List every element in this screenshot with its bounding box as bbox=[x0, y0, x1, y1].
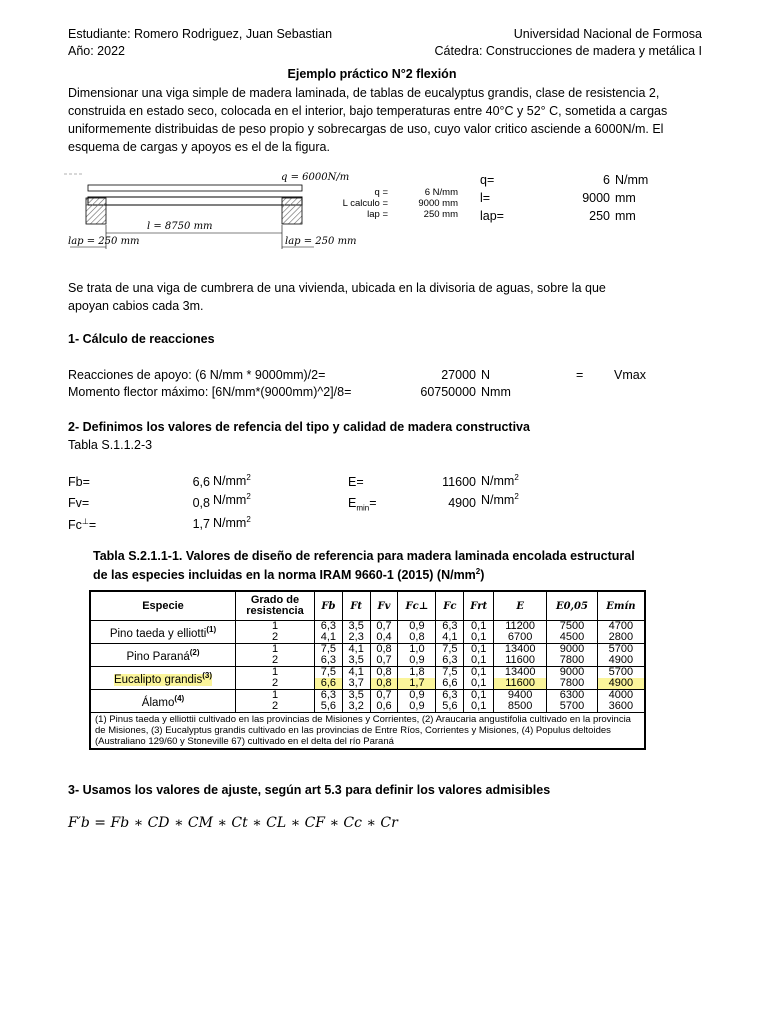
table-footnote-row bbox=[90, 713, 645, 750]
table-cell: 3,2 bbox=[342, 701, 370, 713]
table-cell: 6,6 bbox=[315, 678, 343, 690]
table-cell: 0,8 bbox=[370, 667, 398, 679]
legend-lap-value: 250 mm bbox=[423, 209, 458, 220]
table-cell: 0,4 bbox=[370, 632, 398, 644]
species-name: Pino Paraná$^{(2)}$ bbox=[126, 648, 200, 663]
given-q-key: q= bbox=[480, 173, 495, 187]
table-cell: 11600 bbox=[494, 678, 547, 690]
table-cell: 6,3 bbox=[436, 690, 464, 702]
table-cell: 7,5 bbox=[315, 644, 343, 656]
given-lap-unit: mm bbox=[615, 209, 636, 223]
section-1-heading: 1- Cálculo de reacciones bbox=[68, 332, 215, 346]
table-cell: 5,6 bbox=[315, 701, 343, 713]
table-cell: 6,3 bbox=[436, 655, 464, 667]
table-cell: 6,3 bbox=[315, 621, 343, 633]
table-cell: 4,1 bbox=[315, 632, 343, 644]
given-lap-value: 250 bbox=[589, 209, 610, 223]
table-reference: Tabla S.1.1.2-3 bbox=[68, 438, 153, 452]
given-l-unit: mm bbox=[615, 191, 636, 205]
legend-q-value: 6 N/mm bbox=[424, 187, 458, 198]
fc-perp-key: Fc⊥= bbox=[68, 517, 97, 532]
table-cell: 0,1 bbox=[464, 690, 494, 702]
table-cell: 11600 bbox=[494, 655, 547, 667]
table-cell: 6,3 bbox=[315, 655, 343, 667]
species-note: (4) bbox=[174, 694, 185, 703]
species-note: (1) bbox=[206, 625, 217, 634]
fv-value: 0,8 bbox=[192, 496, 210, 510]
table-cell: 5,6 bbox=[436, 701, 464, 713]
moment-label: Momento flector máximo: [6N/mm*(9000mm)^2]/8= bbox=[68, 385, 352, 399]
table-cell: 9000 bbox=[547, 644, 598, 656]
emin-value: 4900 bbox=[448, 496, 476, 510]
reference-table-title: Tabla S.2.1.1-1. Valores de diseño de referencia para madera laminada encolada estructural de las especies incluidas en la norma IRAM 9660-1 (2015) $(N/mm^2)$ bbox=[93, 549, 635, 582]
header-species: Especie bbox=[90, 591, 236, 621]
table-cell: 2,3 bbox=[342, 632, 370, 644]
table-cell: 4500 bbox=[547, 632, 598, 644]
problem-statement: Dimensionar una viga simple de madera laminada, de tablas de eucalyptus grandis, clase de resistencia 2, construida en estado seco, colocada en el interior, bajo temperaturas entre 40°C y 52° C, sometida a cargas uniformemente distribuidas de peso propio y sobrecargas de uso, cuyo valor critico asciende a 6000N/m. El esquema de cargas y apoyos es el de la figura. bbox=[68, 86, 668, 154]
table-cell: 6,6 bbox=[436, 678, 464, 690]
table-cell: 11200 bbox=[494, 621, 547, 633]
reactions-label: Reacciones de apoyo: (6 N/mm * 9000mm)/2= bbox=[68, 368, 326, 382]
fv-unit: $N/mm^2$ bbox=[213, 492, 251, 507]
species-name: Álamo$^{(4)}$ bbox=[141, 694, 185, 709]
header-frt: Frt bbox=[464, 591, 494, 621]
table-cell: 7500 bbox=[547, 621, 598, 633]
table-cell: 5700 bbox=[597, 644, 645, 656]
header-fb: Fb bbox=[315, 591, 343, 621]
table-cell: 0,1 bbox=[464, 655, 494, 667]
table-cell: 4,1 bbox=[342, 667, 370, 679]
table-cell: 0,8 bbox=[370, 644, 398, 656]
table-cell: 0,1 bbox=[464, 667, 494, 679]
table-cell: 1 bbox=[236, 667, 315, 679]
species-cell bbox=[90, 644, 236, 667]
table-cell: 0,1 bbox=[464, 621, 494, 633]
table-cell: 1,7 bbox=[398, 678, 436, 690]
table-cell: 3,7 bbox=[342, 678, 370, 690]
legend-lap-key: lap = bbox=[367, 209, 388, 220]
table-cell: 4900 bbox=[597, 655, 645, 667]
table-cell: 6300 bbox=[547, 690, 598, 702]
species-note: (2) bbox=[189, 648, 200, 657]
table-cell: 0,1 bbox=[464, 701, 494, 713]
context-paragraph: Se trata de una viga de cumbrera de una vivienda, ubicada en la divisoria de aguas, sobre la que apoyan cabios cada 3m. bbox=[68, 281, 606, 313]
table-cell: 9400 bbox=[494, 690, 547, 702]
given-l-value: 9000 bbox=[582, 191, 610, 205]
table-cell: 7,5 bbox=[436, 644, 464, 656]
table-cell: 7,5 bbox=[436, 667, 464, 679]
table-cell: 2 bbox=[236, 632, 315, 644]
table-cell: 0,6 bbox=[370, 701, 398, 713]
table-cell: 0,1 bbox=[464, 678, 494, 690]
fc-perp-value: 1,7 bbox=[192, 517, 210, 531]
given-q-unit: N/mm bbox=[615, 173, 649, 187]
table-cell: 6,3 bbox=[315, 690, 343, 702]
adjusted-bending-formula: F′b = Fb ∗ CD ∗ CM ∗ Ct ∗ CL ∗ CF ∗ Cc ∗ Cr bbox=[68, 815, 398, 831]
table-cell: 4700 bbox=[597, 621, 645, 633]
given-lap-key: lap= bbox=[480, 209, 504, 223]
table-cell: 4,1 bbox=[436, 632, 464, 644]
header-fc: Fc bbox=[436, 591, 464, 621]
species-cell bbox=[90, 621, 236, 644]
table-cell: 8500 bbox=[494, 701, 547, 713]
table-cell: 0,9 bbox=[398, 621, 436, 633]
emin-unit: $N/mm^2$ bbox=[481, 492, 519, 507]
table-cell: 0,9 bbox=[398, 690, 436, 702]
given-l-key: l= bbox=[480, 191, 491, 205]
species-name: Pino taeda y elliotti$^{(1)}$ bbox=[109, 625, 217, 640]
header-fc-perp: Fc⊥ bbox=[398, 591, 436, 621]
table-cell: 1,8 bbox=[398, 667, 436, 679]
table-cell: 13400 bbox=[494, 667, 547, 679]
section-2-heading: 2- Definimos los valores de refencia del tipo y calidad de madera constructiva bbox=[68, 420, 530, 434]
legend-l-value: 9000 mm bbox=[418, 198, 458, 209]
header-e: E bbox=[494, 591, 547, 621]
species-name: Eucalipto grandis$^{(3)}$ bbox=[113, 671, 212, 686]
university: Universidad Nacional de Formosa bbox=[513, 27, 702, 41]
header-emin: Emín bbox=[597, 591, 645, 621]
legend-l-key: L calculo = bbox=[342, 198, 388, 209]
table-cell: 5700 bbox=[597, 667, 645, 679]
equals-sign: = bbox=[576, 368, 584, 382]
table-cell: 3,5 bbox=[342, 690, 370, 702]
header-ft: Ft bbox=[342, 591, 370, 621]
table-cell: 4,1 bbox=[342, 644, 370, 656]
section-3-heading: 3- Usamos los valores de ajuste, según art 5.3 para definir los valores admisibles bbox=[68, 783, 551, 797]
header-fv: Fv bbox=[370, 591, 398, 621]
fb-key: Fb= bbox=[68, 475, 90, 489]
species-cell bbox=[90, 667, 236, 690]
table-cell: 1 bbox=[236, 621, 315, 633]
table-cell: 3,5 bbox=[342, 621, 370, 633]
table-cell: 6700 bbox=[494, 632, 547, 644]
e-unit: $N/mm^2$ bbox=[481, 473, 519, 488]
table-cell: 6,3 bbox=[436, 621, 464, 633]
table-cell: 7,5 bbox=[315, 667, 343, 679]
table-cell: 2 bbox=[236, 701, 315, 713]
legend-q-key: q = bbox=[374, 187, 388, 198]
right-support bbox=[282, 198, 302, 224]
e-key: E= bbox=[348, 475, 364, 489]
emin-key: $E_{min}=$ bbox=[348, 496, 377, 513]
table-cell: 3600 bbox=[597, 701, 645, 713]
table-cell: 0,8 bbox=[398, 632, 436, 644]
table-cell: 2800 bbox=[597, 632, 645, 644]
vmax-label: Vmax bbox=[614, 368, 646, 382]
table-cell: 1,0 bbox=[398, 644, 436, 656]
table-cell: 13400 bbox=[494, 644, 547, 656]
table-cell: 1 bbox=[236, 644, 315, 656]
table-cell: 0,8 bbox=[370, 678, 398, 690]
header-grade: Grado de resistencia bbox=[236, 591, 315, 621]
table-cell: 3,5 bbox=[342, 655, 370, 667]
span-label: l = 8750 mm bbox=[147, 221, 213, 232]
table-cell: 1 bbox=[236, 690, 315, 702]
table-cell: 4000 bbox=[597, 690, 645, 702]
fb-unit: $N/mm^2$ bbox=[213, 473, 251, 488]
chair: Cátedra: Construcciones de madera y metálica I bbox=[434, 44, 702, 58]
table-cell: 5700 bbox=[547, 701, 598, 713]
student-name: Estudiante: Romero Rodriguez, Juan Sebastian bbox=[68, 27, 333, 41]
reference-values-table bbox=[89, 590, 646, 750]
table-cell: 0,1 bbox=[464, 644, 494, 656]
table-cell: 0,9 bbox=[398, 701, 436, 713]
table-cell: 2 bbox=[236, 678, 315, 690]
table-cell: 0,7 bbox=[370, 621, 398, 633]
reactions-value: 27000 bbox=[441, 368, 476, 382]
lap-left-label: lap = 250 mm bbox=[68, 236, 140, 247]
species-cell bbox=[90, 690, 236, 713]
table-cell: 0,1 bbox=[464, 632, 494, 644]
table-cell: 0,9 bbox=[398, 655, 436, 667]
e-value: 11600 bbox=[442, 475, 476, 489]
fv-key: Fv= bbox=[68, 496, 90, 510]
table-cell: 0,7 bbox=[370, 690, 398, 702]
table-footnote: (1) Pinus taeda y elliottii cultivado en las provincias de Misiones y Corrientes, (2) Araucaria angustifolia cultivado en la provincia de Misiones, (3) Eucalyptus grandis cultivado en las provincias de Entre Ríos, Corrientes y Misiones, (4) Populus deltoides (Australiano 129/60 y Stoneville 67) cultivado en el delta del río Paraná bbox=[90, 713, 645, 750]
page-title: Ejemplo práctico N°2 flexión bbox=[287, 67, 457, 81]
reactions-unit: N bbox=[481, 368, 491, 382]
table-cell: 2 bbox=[236, 655, 315, 667]
table-cell: 7800 bbox=[547, 655, 598, 667]
moment-unit: Nmm bbox=[481, 385, 511, 399]
year: Año: 2022 bbox=[68, 44, 125, 58]
given-q-value: 6 bbox=[603, 173, 610, 187]
fb-value: 6,6 bbox=[192, 475, 210, 489]
header-e005: E0,05 bbox=[547, 591, 598, 621]
species-note: (3) bbox=[202, 671, 212, 680]
left-support bbox=[86, 198, 106, 224]
table-cell: 9000 bbox=[547, 667, 598, 679]
table-cell: 7800 bbox=[547, 678, 598, 690]
table-cell: 4900 bbox=[597, 678, 645, 690]
lap-right-label: lap = 250 mm bbox=[285, 236, 357, 247]
fc-perp-unit: $N/mm^2$ bbox=[213, 515, 251, 530]
moment-value: 60750000 bbox=[420, 385, 476, 399]
load-label: q = 6000N/m bbox=[281, 172, 350, 183]
table-header-row bbox=[90, 591, 645, 621]
table-cell: 0,7 bbox=[370, 655, 398, 667]
